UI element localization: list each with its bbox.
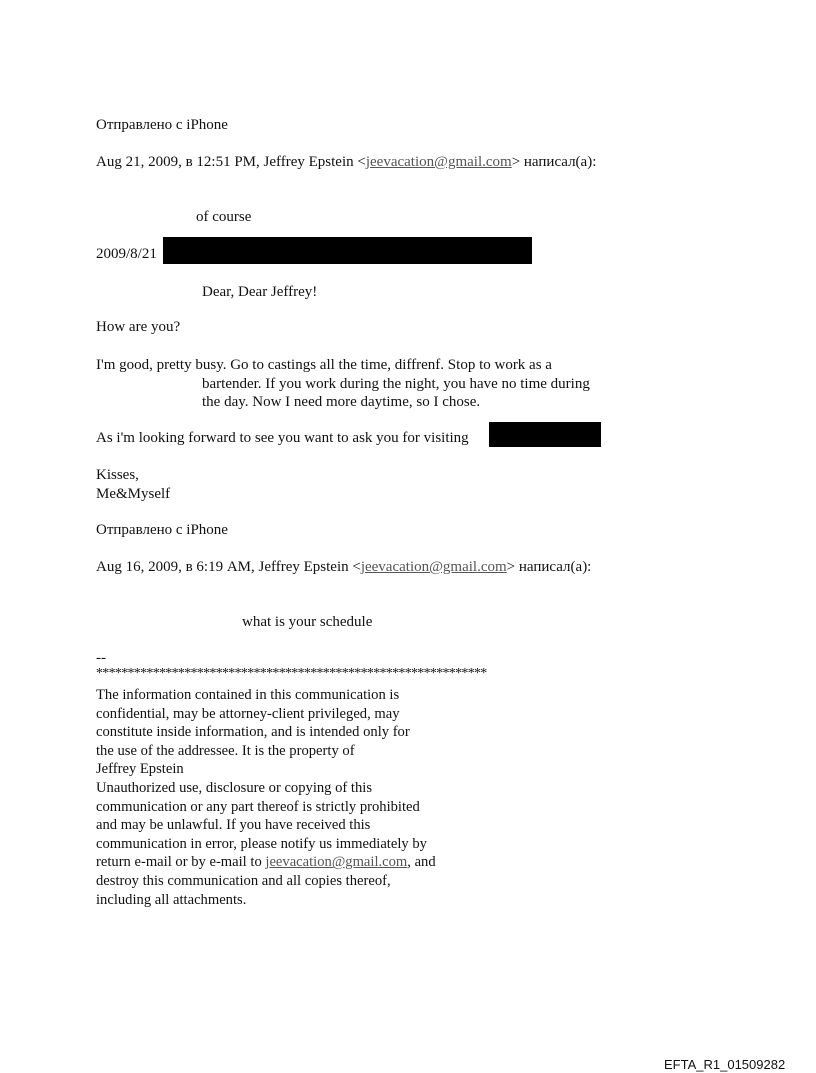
greeting: Dear, Dear Jeffrey! [202,284,318,300]
document-id-footer: EFTA_R1_01509282 [664,1057,786,1072]
signoff-name: Me&Myself [96,485,171,502]
disclaimer-email-prefix: return e-mail or by e-mail to [96,854,266,871]
header-2-suffix: > написал(а): [506,559,592,575]
header-1-suffix: > написал(а): [511,154,597,170]
disclaimer-email-line [96,853,436,872]
para-line: I'm good, pretty busy. Go to castings all the time, diffrenf. Stop to work as a [96,357,552,373]
disclaimer-line: and may be unlawful. If you have received this [96,817,371,834]
para-line: the day. Now I need more daytime, so I chose. [202,394,481,411]
reply-text-1: of course [196,209,252,225]
disclaimer-line: including all attachments. [96,891,247,908]
visiting-line: As i'm looking forward to see you want to ask you for visiting [96,430,469,446]
disclaimer-line: Jeffrey Epstein [96,761,184,778]
sender-email-link-2[interactable]: jeevacation@gmail.com [360,559,507,575]
disclaimer-line: communication or any part thereof is strictly prohibited [96,798,420,815]
confidentiality-disclaimer [96,686,436,909]
header-2-prefix: Aug 16, 2009, в 6:19 AM, Jeffrey Epstein < [96,559,361,575]
disclaimer-line: constitute inside information, and is intended only for [96,724,410,741]
signoff [96,466,170,503]
sent-from-iphone-1: Отправлено с iPhone [96,117,228,133]
sender-email-link-1[interactable]: jeevacation@gmail.com [365,154,512,170]
signature-stars: ************************************************************** [96,666,487,681]
disclaimer-email-link[interactable]: jeevacation@gmail.com [265,854,408,871]
reply-header-1 [96,153,596,171]
redaction-bar-2 [489,422,601,447]
disclaimer-line: the use of the addressee. It is the property of [96,742,355,759]
signoff-line: Kisses, [96,467,139,483]
disclaimer-line: communication in error, please notify us immediately by [96,835,427,852]
para-line: bartender. If you work during the night, you have no time during [202,375,590,392]
reply-header-2 [96,558,591,576]
disclaimer-line: destroy this communication and all copies thereof, [96,872,391,889]
reply-text-2: what is your schedule [242,614,373,630]
message-paragraph [96,356,590,412]
disclaimer-email-suffix: , and [407,854,436,871]
disclaimer-line: confidential, may be attorney-client privileged, may [96,705,400,722]
sent-from-iphone-2: Отправлено с iPhone [96,522,228,538]
date-line: 2009/8/21 [96,246,157,262]
disclaimer-line: Unauthorized use, disclosure or copying of this [96,779,373,796]
disclaimer-line: The information contained in this communication is [96,687,400,703]
question: How are you? [96,319,181,335]
signature-dashes: -- [96,650,106,666]
redaction-bar-1 [163,237,532,264]
header-1-prefix: Aug 21, 2009, в 12:51 PM, Jeffrey Epstein < [96,154,366,170]
